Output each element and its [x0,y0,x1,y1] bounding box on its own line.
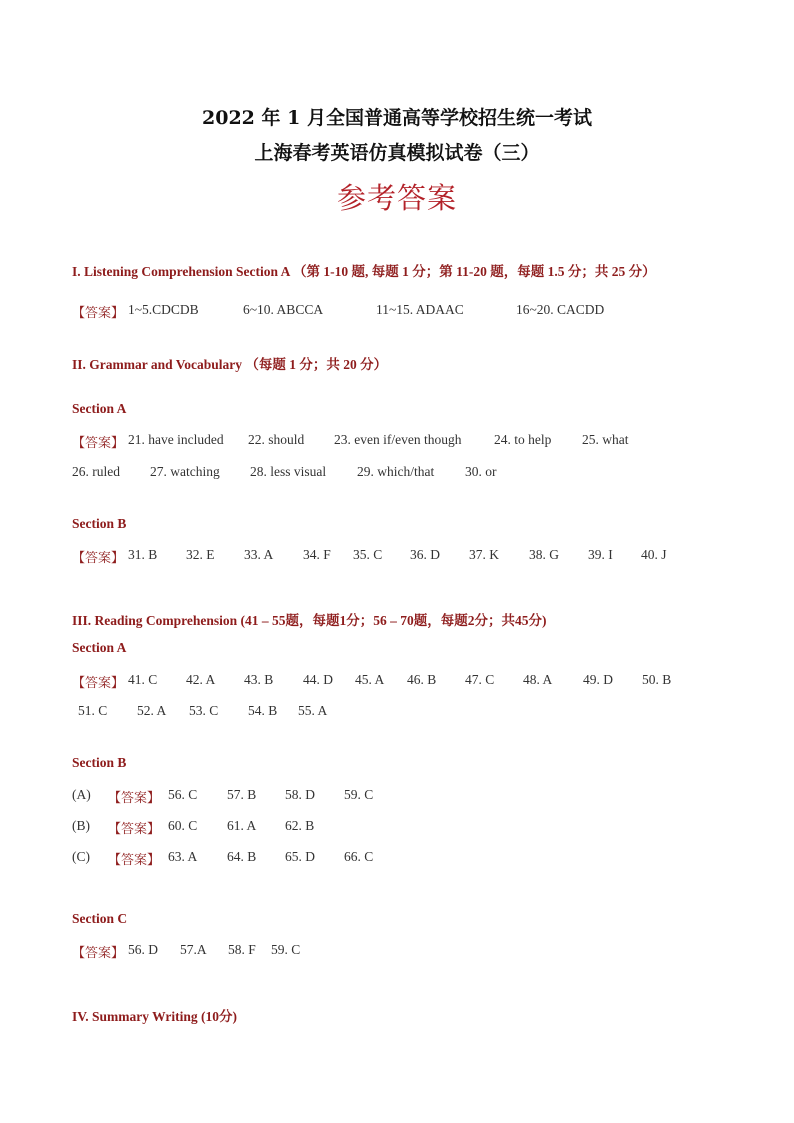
answer-item: 35. C [353,547,383,562]
answer-key-title: 参考答案 [336,181,457,215]
answer-item: 22. should [248,432,305,447]
answer-item: 34. F [303,547,331,562]
passage-label: (B) [72,818,90,833]
answer-item: 46. B [407,672,437,687]
answer-item: 39. I [588,547,613,562]
answer-item: 29. which/that [357,464,435,479]
answer-tag: 【答案】 [108,853,161,868]
part4-heading: IV. Summary Writing (10分) [72,1009,238,1024]
answer-item: 54. B [248,703,278,718]
answer-item: 24. to help [494,432,552,447]
part1-heading: I. Listening Comprehension Section A （第 1-10 题, 每题 1 分；第 11-20 题，每题 1.5 分；共 25 分） [72,264,656,279]
part3-section-b-label: Section B [72,755,127,770]
answer-item: 55. A [298,703,328,718]
answer-item: 25. what [582,432,629,447]
part3-heading: III. Reading Comprehension (41 – 55题，每题1分；56 – 70题，每题2分；共45分) [72,613,547,628]
answer-item: 41. C [128,672,158,687]
answer-item: 21. have included [128,432,224,447]
answer-tag: 【答案】 [72,946,125,961]
answer-item: 59. C [271,942,301,957]
answer-item: 23. even if/even though [334,432,462,447]
answer-item: 44. D [303,672,333,687]
exam-subtitle: 上海春考英语仿真模拟试卷（三） [254,142,540,164]
answer-item: 53. C [189,703,219,718]
answer-item: 38. G [529,547,559,562]
answer-item: 52. A [137,703,167,718]
part2-heading: II. Grammar and Vocabulary （每题 1 分；共 20 分） [72,357,388,372]
answer-item: 27. watching [150,464,220,479]
answer-item: 65. D [285,849,315,864]
answer-item: 48. A [523,672,553,687]
answer-item: 45. A [355,672,385,687]
answer-item: 58. F [228,942,256,957]
answer-item: 64. B [227,849,257,864]
answer-item: 32. E [186,547,215,562]
answer-tag: 【答案】 [72,306,125,321]
answer-item: 56. C [168,787,198,802]
answer-item: 59. C [344,787,374,802]
part3-section-c-label: Section C [72,911,128,926]
passage-label: (A) [72,787,91,802]
answer-item: 61. A [227,818,257,833]
part2-section-b-label: Section B [72,516,127,531]
answer-group: 11~15. ADAAC [376,302,464,317]
answer-item: 66. C [344,849,374,864]
part3-section-a-label: Section A [72,640,127,655]
answer-group: 1~5.CDCDB [128,302,199,317]
answer-item: 30. or [465,464,497,479]
answer-item: 36. D [410,547,440,562]
part2-section-a-label: Section A [72,401,127,416]
answer-item: 62. B [285,818,315,833]
answer-item: 28. less visual [250,464,327,479]
exam-title: 2022 年 1 月全国普通高等学校招生统一考试 [202,107,592,129]
answer-item: 50. B [642,672,672,687]
answer-item: 43. B [244,672,274,687]
answer-tag: 【答案】 [72,551,125,566]
answer-item: 49. D [583,672,613,687]
answer-item: 51. C [78,703,108,718]
answer-item: 60. C [168,818,198,833]
answer-item: 40. J [641,547,667,562]
answer-item: 31. B [128,547,158,562]
answer-tag: 【答案】 [72,676,125,691]
answer-item: 63. A [168,849,198,864]
answer-item: 57.A [180,942,207,957]
answer-item: 47. C [465,672,495,687]
answer-item: 37. K [469,547,499,562]
answer-group: 6~10. ABCCA [243,302,324,317]
passage-label: (C) [72,849,90,864]
answer-group: 16~20. CACDD [516,302,605,317]
answer-tag: 【答案】 [108,822,161,837]
answer-tag: 【答案】 [72,436,125,451]
answer-item: 26. ruled [72,464,120,479]
answer-item: 57. B [227,787,257,802]
answer-item: 42. A [186,672,216,687]
answer-item: 56. D [128,942,158,957]
answer-item: 58. D [285,787,315,802]
answer-item: 33. A [244,547,274,562]
answer-tag: 【答案】 [108,791,161,806]
